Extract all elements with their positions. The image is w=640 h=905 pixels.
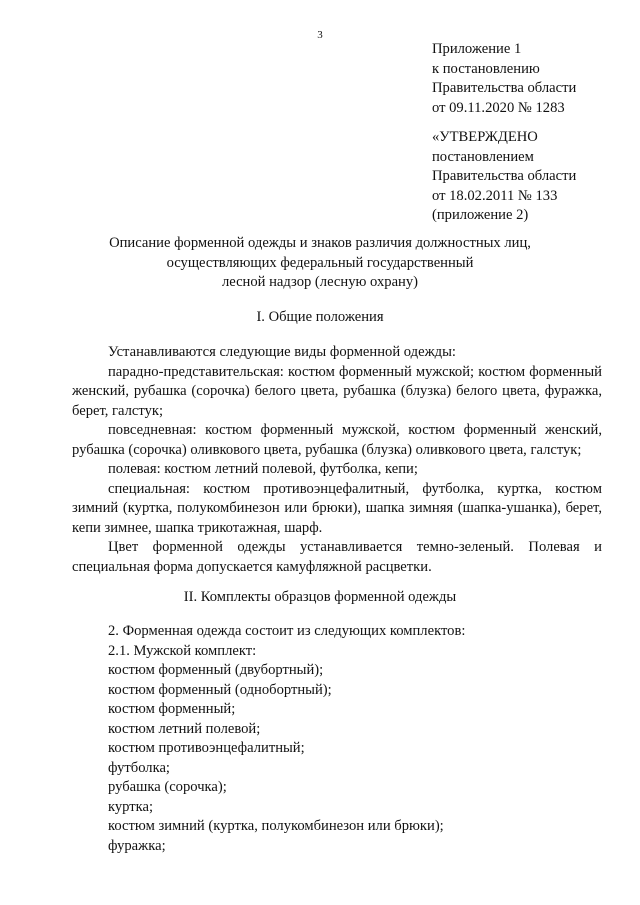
approved-line: (приложение 2) xyxy=(432,207,529,223)
list-item: футболка; xyxy=(108,759,170,776)
section2-body xyxy=(72,622,602,856)
approved-line: постановлением xyxy=(432,148,534,165)
appendix-line: к постановлению xyxy=(432,60,540,77)
section1-intro: Устанавливаются следующие виды форменной одежды: xyxy=(108,344,456,360)
list-item: костюм форменный (однобортный); xyxy=(108,681,332,698)
page-number: 3 xyxy=(317,29,323,41)
section2-heading: II. Комплекты образцов форменной одежды xyxy=(183,589,457,605)
section1-paragraph: полевая: костюм летний полевой, футболка, кепи; xyxy=(108,461,418,477)
list-item: костюм форменный (двубортный); xyxy=(108,662,324,678)
title-line: Описание форменной одежды и знаков различия должностных лиц, xyxy=(109,235,531,251)
approved-line: Правительства области xyxy=(432,168,577,184)
section1-paragraph: Цвет форменной одежды устанавливается темно-зеленый. Полевая и специальная форма допускается камуфляжной расцветки. xyxy=(72,539,602,575)
appendix-line: Приложение 1 xyxy=(432,41,522,57)
title-line: осуществляющих федеральный государственный xyxy=(166,254,474,271)
list-item: фуражка; xyxy=(108,837,166,854)
document-title xyxy=(0,234,640,293)
title-line: лесной надзор (лесную охрану) xyxy=(221,274,419,290)
appendix-block xyxy=(432,40,632,118)
list-item: рубашка (сорочка); xyxy=(108,779,227,795)
list-item: костюм летний полевой; xyxy=(108,720,261,737)
section2-subheading: 2.1. Мужской комплект: xyxy=(108,642,257,659)
section2-intro: 2. Форменная одежда состоит из следующих комплектов: xyxy=(108,623,466,639)
section1-heading: I. Общие положения xyxy=(256,309,384,325)
section1-body xyxy=(72,343,602,577)
appendix-line: Правительства области xyxy=(432,80,577,96)
appendix-line: от 09.11.2020 № 1283 xyxy=(432,99,565,116)
list-item: костюм форменный; xyxy=(108,701,236,717)
list-item: костюм зимний (куртка, полукомбинезон или брюки); xyxy=(108,818,444,834)
approved-line: «УТВЕРЖДЕНО xyxy=(432,129,538,145)
approved-block xyxy=(432,128,632,226)
section1-paragraph: повседневная: костюм форменный мужской, костюм форменный женский, рубашка (сорочка) оливкового цвета, рубашка (блузка) оливкового цвета, галстук; xyxy=(72,422,602,458)
section1-paragraph: парадно-представительская: костюм форменный мужской; костюм форменный женский, рубашка (сорочка) белого цвета, рубашка (блузка) белого цвета, фуражка, берет, галстук; xyxy=(72,363,602,419)
approved-line: от 18.02.2011 № 133 xyxy=(432,187,558,204)
list-item: костюм противоэнцефалитный; xyxy=(108,740,305,756)
list-item: куртка; xyxy=(108,798,154,815)
section1-paragraph: специальная: костюм противоэнцефалитный, футболка, куртка, костюм зимний (куртка, полукомбинезон или брюки), шапка зимняя (шапка-ушанка), берет, кепи зимнее, шапка трикотажная, шарф. xyxy=(72,480,602,536)
